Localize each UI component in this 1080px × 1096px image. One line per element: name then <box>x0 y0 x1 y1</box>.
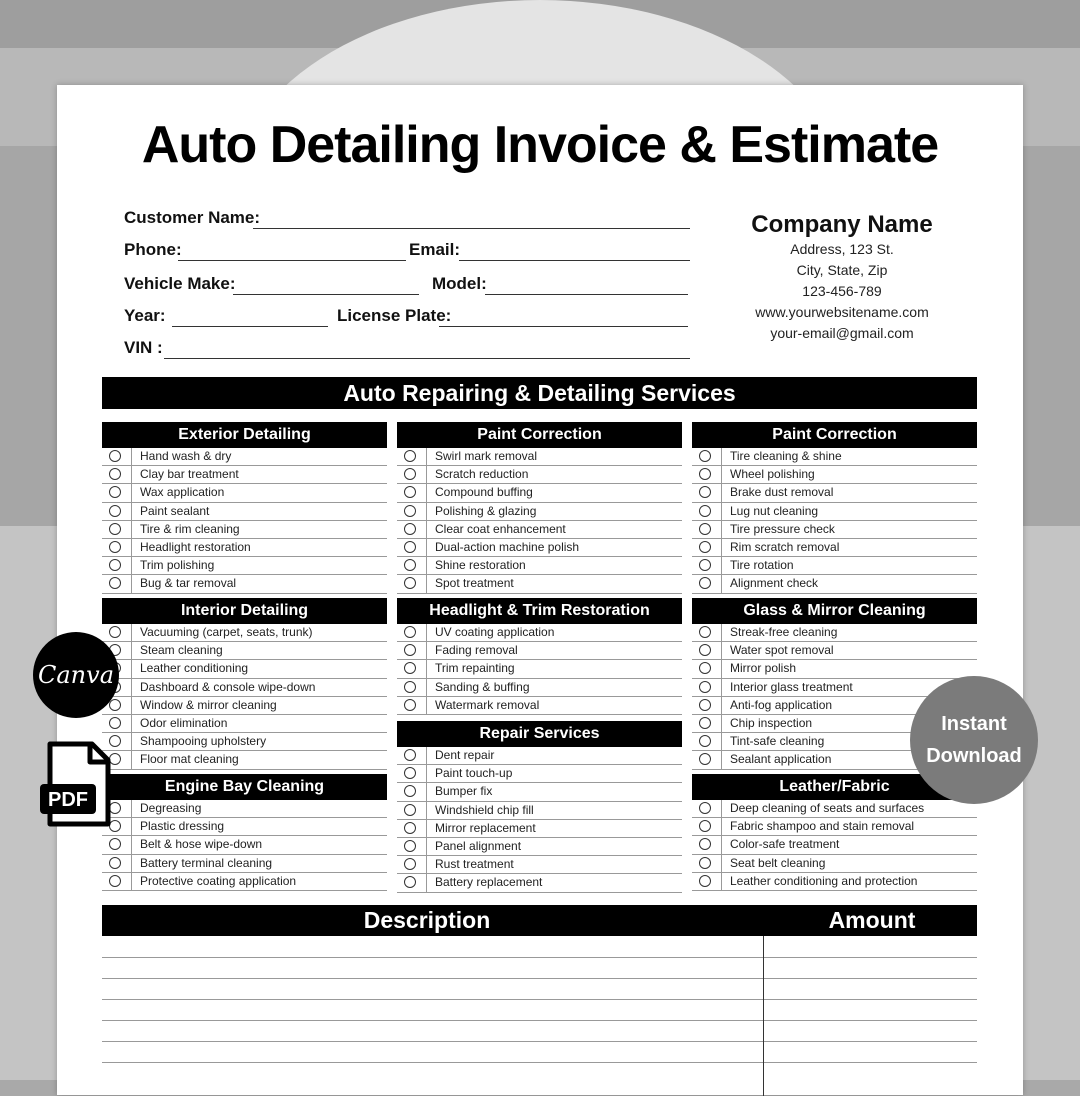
checkbox-circle-icon[interactable] <box>109 626 121 638</box>
column-divider <box>426 802 427 819</box>
service-item-label: Deep cleaning of seats and surfaces <box>730 801 925 815</box>
table-row[interactable] <box>102 957 977 958</box>
checkbox-circle-icon[interactable] <box>109 541 121 553</box>
checkbox-circle-icon[interactable] <box>404 523 416 535</box>
service-item[interactable] <box>397 521 682 539</box>
column-divider <box>426 448 427 465</box>
service-item[interactable] <box>102 575 387 593</box>
company-name: Company Name <box>751 211 933 238</box>
service-item-label: Interior glass treatment <box>730 679 853 694</box>
service-item[interactable] <box>102 697 387 715</box>
service-item[interactable] <box>692 575 977 593</box>
column-divider <box>131 855 132 872</box>
checkbox-circle-icon[interactable] <box>404 450 416 462</box>
column-divider <box>721 751 722 768</box>
service-item-label: Battery replacement <box>435 875 543 890</box>
service-item-label: Water spot removal <box>730 643 834 658</box>
service-item[interactable] <box>692 624 977 642</box>
column-divider <box>426 820 427 837</box>
vehicle-make-line[interactable] <box>233 294 419 295</box>
service-item[interactable] <box>102 521 387 539</box>
model-line[interactable] <box>485 294 688 295</box>
service-item-label: UV coating application <box>435 625 555 639</box>
column-divider <box>426 466 427 483</box>
checkbox-circle-icon[interactable] <box>699 662 711 674</box>
column-divider <box>721 448 722 465</box>
checkbox-circle-icon[interactable] <box>404 681 416 693</box>
vehicle-make-label: Vehicle Make: <box>124 274 236 293</box>
service-item-label: Brake dust removal <box>730 485 834 500</box>
service-item[interactable] <box>397 557 682 575</box>
checkbox-circle-icon[interactable] <box>699 644 711 656</box>
service-item-label: Sealant application <box>730 752 832 767</box>
service-item-label: Tire pressure check <box>730 521 835 536</box>
service-item[interactable] <box>692 800 977 818</box>
invoice-sheet <box>57 85 1023 1095</box>
checkbox-circle-icon[interactable] <box>404 699 416 711</box>
service-item[interactable] <box>397 484 682 502</box>
checkbox-circle-icon[interactable] <box>699 753 711 765</box>
service-item-label: Windshield chip fill <box>435 802 534 817</box>
column-divider <box>426 783 427 800</box>
service-item[interactable] <box>397 783 682 801</box>
service-item-label: Rim scratch removal <box>730 539 840 554</box>
service-item-label: Dual-action machine polish <box>435 539 580 554</box>
checkbox-circle-icon[interactable] <box>699 626 711 638</box>
service-item[interactable] <box>397 697 682 715</box>
service-section <box>397 422 682 594</box>
checkbox-circle-icon[interactable] <box>699 717 711 729</box>
column-divider <box>721 679 722 696</box>
description-heading: Description <box>363 907 491 933</box>
section-title: Paint Correction <box>397 422 682 448</box>
service-item[interactable] <box>692 873 977 891</box>
checkbox-circle-icon[interactable] <box>404 767 416 779</box>
service-item[interactable] <box>397 466 682 484</box>
service-section <box>102 774 387 891</box>
service-item[interactable] <box>102 733 387 751</box>
column-divider <box>721 660 722 677</box>
service-item-label: Plastic dressing <box>140 819 225 834</box>
service-item-label: Sanding & buffing <box>435 679 530 694</box>
column-divider <box>426 521 427 538</box>
service-item-label: Tire & rim cleaning <box>140 521 240 536</box>
service-item-label: Streak-free cleaning <box>730 625 838 639</box>
column-divider <box>131 642 132 659</box>
checkbox-circle-icon[interactable] <box>109 486 121 498</box>
checkbox-circle-icon[interactable] <box>699 468 711 480</box>
service-item[interactable] <box>397 448 682 466</box>
service-item[interactable] <box>692 539 977 557</box>
service-item[interactable] <box>102 836 387 854</box>
column-divider <box>721 521 722 538</box>
checkbox-circle-icon[interactable] <box>109 450 121 462</box>
service-section <box>692 422 977 594</box>
column-divider <box>721 818 722 835</box>
service-item[interactable] <box>102 818 387 836</box>
service-item-label: Spot treatment <box>435 576 514 591</box>
license-plate-line[interactable] <box>439 326 688 327</box>
checkbox-circle-icon[interactable] <box>404 486 416 498</box>
checkbox-circle-icon[interactable] <box>109 717 121 729</box>
checkbox-circle-icon[interactable] <box>404 876 416 888</box>
checkbox-circle-icon[interactable] <box>699 505 711 517</box>
checkbox-circle-icon[interactable] <box>109 468 121 480</box>
checkbox-circle-icon[interactable] <box>404 559 416 571</box>
model-label: Model: <box>432 274 487 293</box>
checkbox-circle-icon[interactable] <box>109 559 121 571</box>
phone-line[interactable] <box>178 260 406 261</box>
service-item[interactable] <box>692 521 977 539</box>
service-item-label: Wax application <box>140 485 225 500</box>
service-item[interactable] <box>102 448 387 466</box>
service-item-label: Polishing & glazing <box>435 503 537 518</box>
service-item-label: Lug nut cleaning <box>730 503 819 518</box>
checkbox-circle-icon[interactable] <box>699 486 711 498</box>
service-item-label: Degreasing <box>140 801 202 815</box>
service-item[interactable] <box>692 855 977 873</box>
service-item-label: Alignment check <box>730 576 819 591</box>
pdf-icon <box>40 740 112 828</box>
checkbox-circle-icon[interactable] <box>699 450 711 462</box>
service-item-label: Paint sealant <box>140 503 210 518</box>
service-item-label: Clear coat enhancement <box>435 521 566 536</box>
column-divider <box>721 733 722 750</box>
section-title: Interior Detailing <box>102 598 387 624</box>
service-item-label: Dent repair <box>435 748 495 762</box>
checkbox-circle-icon[interactable] <box>404 804 416 816</box>
service-item[interactable] <box>397 856 682 874</box>
section-title: Paint Correction <box>692 422 977 448</box>
checkbox-circle-icon[interactable] <box>404 505 416 517</box>
column-divider <box>426 484 427 501</box>
column-divider <box>426 624 427 641</box>
column-divider <box>131 697 132 714</box>
column-divider <box>721 624 722 641</box>
column-divider <box>131 484 132 501</box>
column-divider <box>426 856 427 873</box>
service-item[interactable] <box>692 466 977 484</box>
license-plate-label: License Plate: <box>337 306 452 325</box>
column-divider <box>131 539 132 556</box>
service-item-label: Headlight restoration <box>140 539 251 554</box>
company-email: your-email@gmail.com <box>770 325 914 341</box>
amount-heading: Amount <box>828 907 916 933</box>
service-item[interactable] <box>102 800 387 818</box>
customer-name-label: Customer Name: <box>124 208 261 227</box>
service-item-label: Watermark removal <box>435 697 540 712</box>
company-phone: 123-456-789 <box>802 283 882 299</box>
column-divider <box>721 855 722 872</box>
service-item[interactable] <box>692 484 977 502</box>
column-divider <box>426 838 427 855</box>
year-label: Year: <box>124 306 166 325</box>
instant-download-badge <box>910 676 1038 804</box>
service-item[interactable] <box>397 874 682 892</box>
service-item-label: Shine restoration <box>435 558 526 573</box>
column-divider <box>721 642 722 659</box>
section-title: Headlight & Trim Restoration <box>397 598 682 624</box>
column-divider <box>721 873 722 890</box>
service-item[interactable] <box>102 873 387 891</box>
service-item[interactable] <box>397 575 682 593</box>
service-item-label: Mirror polish <box>730 661 797 676</box>
checkbox-circle-icon[interactable] <box>109 523 121 535</box>
column-divider <box>131 448 132 465</box>
section-title: Glass & Mirror Cleaning <box>692 598 977 624</box>
column-divider <box>721 800 722 817</box>
service-item[interactable] <box>102 503 387 521</box>
column-divider <box>131 575 132 592</box>
column-divider <box>131 624 132 641</box>
table-row[interactable] <box>102 1062 977 1063</box>
checkbox-circle-icon[interactable] <box>404 626 416 638</box>
vin-line[interactable] <box>164 358 690 359</box>
column-divider <box>131 733 132 750</box>
service-section <box>397 721 682 893</box>
service-item-label: Trim repainting <box>435 661 515 676</box>
service-item-label: Anti-fog application <box>730 697 833 712</box>
service-item[interactable] <box>397 660 682 678</box>
service-item-label: Protective coating application <box>140 873 297 888</box>
column-divider <box>131 715 132 732</box>
checkbox-circle-icon[interactable] <box>404 858 416 870</box>
service-item-label: Clay bar treatment <box>140 467 239 482</box>
checkbox-circle-icon[interactable] <box>699 523 711 535</box>
column-divider <box>721 466 722 483</box>
service-item-label: Leather conditioning and protection <box>730 873 918 888</box>
checkbox-circle-icon[interactable] <box>699 857 711 869</box>
checkbox-circle-icon[interactable] <box>404 644 416 656</box>
checkbox-circle-icon[interactable] <box>109 699 121 711</box>
service-item[interactable] <box>397 802 682 820</box>
section-title: Leather/Fabric <box>692 774 977 800</box>
column-divider <box>131 751 132 768</box>
service-section <box>397 598 682 715</box>
instant-label: Instant <box>941 713 1007 735</box>
email-line[interactable] <box>459 260 690 261</box>
column-divider <box>721 575 722 592</box>
service-item-label: Steam cleaning <box>140 643 223 658</box>
checkbox-circle-icon[interactable] <box>109 875 121 887</box>
service-item-label: Shampooing upholstery <box>140 734 267 749</box>
column-divider <box>426 557 427 574</box>
checkbox-circle-icon[interactable] <box>404 541 416 553</box>
service-item[interactable] <box>397 838 682 856</box>
service-item[interactable] <box>102 855 387 873</box>
service-item[interactable] <box>397 679 682 697</box>
column-divider <box>426 660 427 677</box>
checkbox-circle-icon[interactable] <box>699 735 711 747</box>
service-item-label: Color-safe treatment <box>730 837 840 852</box>
description-table-header <box>102 905 977 936</box>
company-address: Address, 123 St. <box>790 241 894 257</box>
service-item-label: Belt & hose wipe-down <box>140 837 263 852</box>
checkbox-circle-icon[interactable] <box>109 505 121 517</box>
table-row[interactable] <box>102 999 977 1000</box>
service-item-label: Mirror replacement <box>435 820 536 835</box>
service-item-label: Chip inspection <box>730 715 813 730</box>
service-item[interactable] <box>397 624 682 642</box>
service-item[interactable] <box>397 747 682 765</box>
checkbox-circle-icon[interactable] <box>699 541 711 553</box>
service-item-label: Odor elimination <box>140 715 228 730</box>
download-label: Download <box>926 745 1022 767</box>
section-title: Exterior Detailing <box>102 422 387 448</box>
column-divider <box>131 557 132 574</box>
column-divider <box>131 660 132 677</box>
column-divider <box>721 836 722 853</box>
checkbox-circle-icon[interactable] <box>699 699 711 711</box>
column-divider <box>426 503 427 520</box>
checkbox-circle-icon[interactable] <box>404 840 416 852</box>
service-item-label: Fabric shampoo and stain removal <box>730 819 915 834</box>
service-item-label: Tire rotation <box>730 558 794 573</box>
column-divider <box>131 503 132 520</box>
column-divider <box>131 836 132 853</box>
service-item-label: Window & mirror cleaning <box>140 697 277 712</box>
service-item[interactable] <box>102 484 387 502</box>
service-item-label: Leather conditioning <box>140 661 249 676</box>
service-item[interactable] <box>692 503 977 521</box>
checkbox-circle-icon[interactable] <box>699 838 711 850</box>
service-item[interactable] <box>692 448 977 466</box>
column-divider <box>426 697 427 714</box>
service-item-label: Compound buffing <box>435 485 533 500</box>
service-item-label: Tint-safe cleaning <box>730 734 825 749</box>
service-item[interactable] <box>102 624 387 642</box>
service-item[interactable] <box>397 503 682 521</box>
checkbox-circle-icon[interactable] <box>109 857 121 869</box>
service-item-label: Wheel polishing <box>730 467 815 482</box>
phone-label: Phone: <box>124 240 182 259</box>
service-item[interactable] <box>397 642 682 660</box>
checkbox-circle-icon[interactable] <box>404 468 416 480</box>
amount-column-divider <box>763 936 764 1096</box>
pdf-label: PDF <box>48 789 88 811</box>
column-divider <box>131 818 132 835</box>
service-item-label: Bug & tar removal <box>140 576 237 591</box>
service-item-label: Seat belt cleaning <box>730 855 826 870</box>
services-header: Auto Repairing & Detailing Services <box>102 377 977 409</box>
service-item[interactable] <box>397 539 682 557</box>
checkbox-circle-icon[interactable] <box>404 577 416 589</box>
service-item-label: Vacuuming (carpet, seats, trunk) <box>140 625 313 639</box>
checkbox-circle-icon[interactable] <box>699 820 711 832</box>
checkbox-circle-icon[interactable] <box>699 559 711 571</box>
service-section <box>102 422 387 594</box>
column-divider <box>426 874 427 891</box>
column-divider <box>721 697 722 714</box>
checkbox-circle-icon[interactable] <box>699 802 711 814</box>
service-item-label: Panel alignment <box>435 838 522 853</box>
service-item[interactable] <box>692 557 977 575</box>
column-divider <box>721 715 722 732</box>
service-item-label: Dashboard & console wipe-down <box>140 679 316 694</box>
table-row[interactable] <box>102 978 977 979</box>
service-section <box>102 598 387 770</box>
column-divider <box>721 484 722 501</box>
year-line[interactable] <box>172 326 328 327</box>
service-item[interactable] <box>692 660 977 678</box>
service-item-label: Scratch reduction <box>435 467 529 482</box>
table-row[interactable] <box>102 1041 977 1042</box>
checkbox-circle-icon[interactable] <box>109 577 121 589</box>
service-item-label: Swirl mark removal <box>435 449 538 463</box>
column-divider <box>426 539 427 556</box>
service-item[interactable] <box>692 642 977 660</box>
service-item[interactable] <box>397 765 682 783</box>
service-item[interactable] <box>397 820 682 838</box>
column-divider <box>426 765 427 782</box>
service-item-label: Battery terminal cleaning <box>140 855 273 870</box>
service-item[interactable] <box>692 836 977 854</box>
checkbox-circle-icon[interactable] <box>404 785 416 797</box>
canva-badge: Canva <box>33 632 119 718</box>
company-info <box>747 211 937 344</box>
service-item[interactable] <box>102 751 387 769</box>
column-divider <box>131 466 132 483</box>
service-item-label: Floor mat cleaning <box>140 752 239 767</box>
column-divider <box>721 503 722 520</box>
checkbox-circle-icon[interactable] <box>699 875 711 887</box>
service-item-label: Paint touch-up <box>435 766 513 781</box>
column-divider <box>426 679 427 696</box>
service-section <box>692 774 977 891</box>
column-divider <box>131 679 132 696</box>
checkbox-circle-icon[interactable] <box>699 681 711 693</box>
column-divider <box>131 521 132 538</box>
service-item-label: Bumper fix <box>435 784 493 799</box>
vin-label: VIN : <box>124 338 163 357</box>
company-city: City, State, Zip <box>796 262 888 278</box>
checkbox-circle-icon[interactable] <box>109 838 121 850</box>
service-item[interactable] <box>102 679 387 697</box>
service-item[interactable] <box>102 539 387 557</box>
email-label: Email: <box>409 240 461 259</box>
customer-name-line[interactable] <box>253 228 690 229</box>
section-title: Repair Services <box>397 721 682 747</box>
column-divider <box>721 557 722 574</box>
table-row[interactable] <box>102 1020 977 1021</box>
service-item-label: Tire cleaning & shine <box>730 449 842 463</box>
service-item[interactable] <box>692 818 977 836</box>
column-divider <box>131 800 132 817</box>
column-divider <box>426 747 427 764</box>
service-item[interactable] <box>102 642 387 660</box>
service-item[interactable] <box>102 660 387 678</box>
service-item[interactable] <box>102 557 387 575</box>
checkbox-circle-icon[interactable] <box>404 822 416 834</box>
service-item-label: Rust treatment <box>435 857 514 872</box>
service-item[interactable] <box>102 715 387 733</box>
service-item-label: Trim polishing <box>140 558 215 573</box>
column-divider <box>426 642 427 659</box>
column-divider <box>131 873 132 890</box>
company-website: www.yourwebsitename.com <box>755 304 929 320</box>
column-divider <box>426 575 427 592</box>
service-item-label: Hand wash & dry <box>140 449 232 463</box>
service-item-label: Fading removal <box>435 643 518 658</box>
page-title: Auto Detailing Invoice & Estimate <box>141 116 939 174</box>
checkbox-circle-icon[interactable] <box>404 662 416 674</box>
column-divider <box>721 539 722 556</box>
service-item[interactable] <box>102 466 387 484</box>
checkbox-circle-icon[interactable] <box>404 749 416 761</box>
checkbox-circle-icon[interactable] <box>699 577 711 589</box>
section-title: Engine Bay Cleaning <box>102 774 387 800</box>
